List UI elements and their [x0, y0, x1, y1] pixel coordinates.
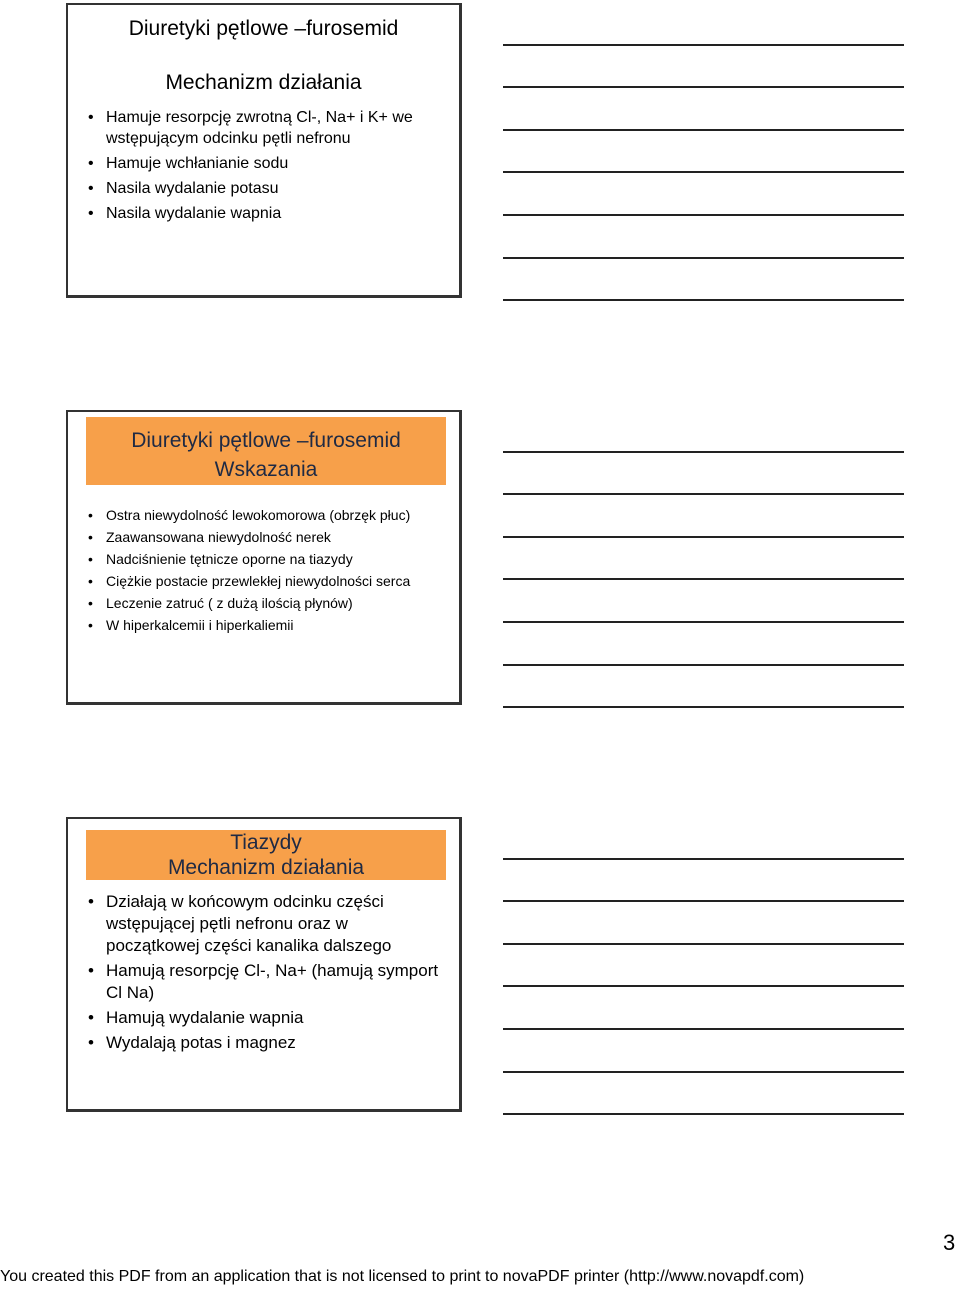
note-line	[503, 171, 904, 173]
note-line	[503, 129, 904, 131]
bullet-item: • Ostra niewydolność lewokomorowa (obrzęk płuc)	[88, 506, 445, 525]
bullet-item: • Nasila wydalanie wapnia	[88, 203, 445, 224]
bullet-item: • Nadciśnienie tętnicze oporne na tiazydy	[88, 550, 445, 569]
note-line	[503, 299, 904, 301]
bullet-item: • Zaawansowana niewydolność nerek	[88, 528, 445, 547]
note-line	[503, 451, 904, 453]
note-line	[503, 44, 904, 46]
note-line	[503, 1028, 904, 1030]
slide-2-bullet-list	[88, 506, 445, 638]
note-line	[503, 1113, 904, 1115]
slide-1-bullet-list	[88, 107, 445, 228]
bullet-item: • Wydalają potas i magnez	[88, 1032, 445, 1054]
bullet-item: • Hamują resorpcję Cl-, Na+ (hamują symport Cl Na)	[88, 960, 445, 1004]
bullet-item: • Hamuje wchłanianie sodu	[88, 153, 445, 174]
note-line	[503, 943, 904, 945]
note-line	[503, 578, 904, 580]
note-line	[503, 664, 904, 666]
slide-2	[66, 410, 462, 705]
slide-1-subtitle: Mechanizm działania	[165, 71, 362, 94]
slide-3-subtitle: Mechanizm działania	[167, 856, 365, 879]
bullet-item: • Nasila wydalanie potasu	[88, 178, 445, 199]
slide-2-title-banner	[86, 417, 446, 485]
bullet-item: • Działają w końcowym odcinku części wstępującej pętli nefronu oraz w początkowej części kanalika dalszego	[88, 891, 445, 957]
note-line	[503, 858, 904, 860]
bullet-item: • Hamuje resorpcję zwrotną Cl-, Na+ i K+ we wstępującym odcinku pętli nefronu	[88, 107, 445, 149]
slide-1-title: Diuretyki pętlowe –furosemid	[128, 17, 399, 40]
bullet-item: • W hiperkalcemii i hiperkaliemii	[88, 616, 445, 635]
bullet-item: • Hamują wydalanie wapnia	[88, 1007, 445, 1029]
note-line	[503, 985, 904, 987]
note-line	[503, 706, 904, 708]
bullet-item: • Ciężkie postacie przewlekłej niewydolności serca	[88, 572, 445, 591]
slide-3-title-banner	[86, 830, 446, 880]
note-line	[503, 536, 904, 538]
slide-1	[66, 3, 462, 298]
note-line	[503, 257, 904, 259]
note-line	[503, 900, 904, 902]
note-line	[503, 493, 904, 495]
slide-3	[66, 817, 462, 1112]
slide-3-bullet-list	[88, 891, 445, 1057]
note-line	[503, 1071, 904, 1073]
bullet-item: • Leczenie zatruć ( z dużą ilością płynów)	[88, 594, 445, 613]
slide-2-subtitle: Wskazania	[214, 458, 318, 481]
note-line	[503, 214, 904, 216]
pdf-footer-notice: You created this PDF from an application that is not licensed to print to novaPDF printer (http://www.novapdf.com)	[0, 1268, 805, 1285]
slide-2-title: Diuretyki pętlowe –furosemid	[131, 429, 401, 452]
note-line	[503, 621, 904, 623]
note-line	[503, 86, 904, 88]
slide-3-title: Tiazydy	[230, 831, 302, 854]
page-number: 3	[943, 1230, 956, 1255]
